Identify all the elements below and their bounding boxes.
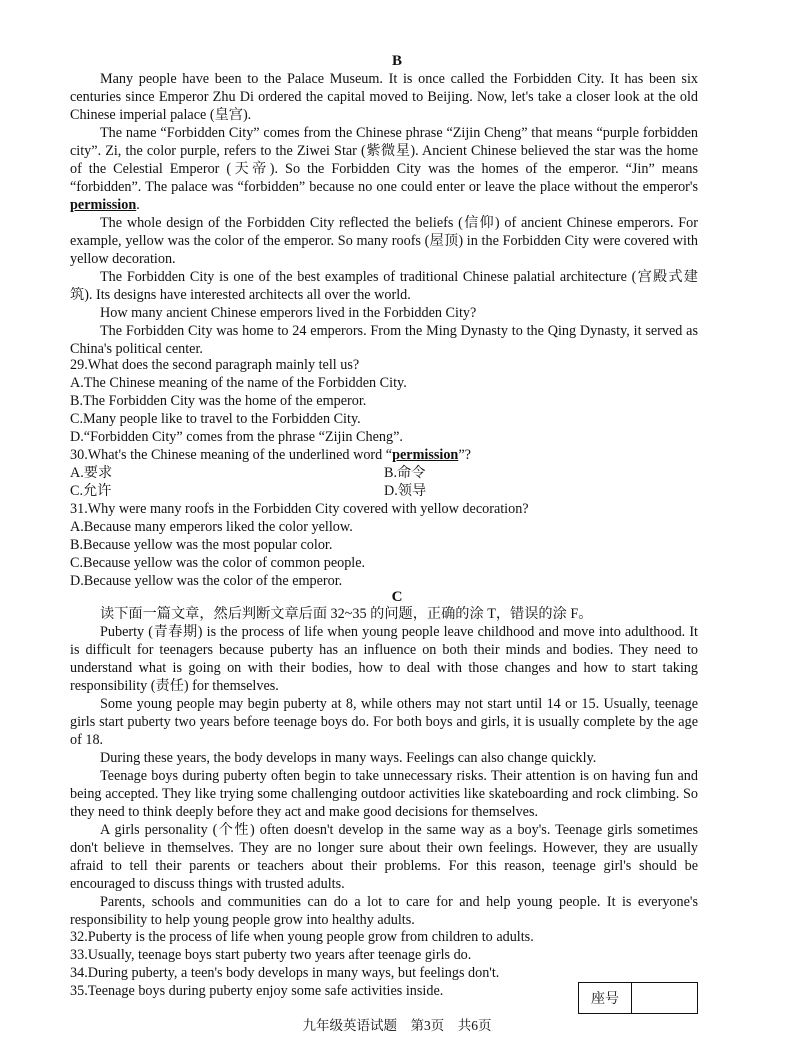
passage-c-paragraph-2: Some young people may begin puberty at 8, while others may not start until 14 or 15. Usually, teenage girls start puberty two years before teenage boys do. For both boys and girls, it is usually complete by the age of 18. bbox=[70, 696, 698, 748]
passage-c-paragraph-1: Puberty (青春期) is the process of life when young people leave childhood and move into adulthood. It is difficult for teenagers because puberty has an influence on both their minds and bodies. They need to understand what is going on with their bodies, how to deal with those changes and how to start taking responsibility (责任) for themselves. bbox=[70, 624, 698, 694]
passage-b-paragraph-1: Many people have been to the Palace Museum. It is once called the Forbidden City. It has been six centuries since Emperor Zhu Di ordered the capital moved to Beijing. Now, let's take a closer look at the old Chinese imperial palace (皇宫). bbox=[70, 71, 698, 123]
question-stem: 30.What's the Chinese meaning of the underlined word “permission”? bbox=[70, 447, 471, 463]
question-stem: 29.What does the second paragraph mainly tell us? bbox=[70, 357, 360, 373]
option-a: A.要求 bbox=[70, 465, 113, 481]
underlined-word-permission: permission bbox=[392, 447, 459, 463]
option-b: B.The Forbidden City was the home of the emperor. bbox=[70, 393, 367, 409]
option-c: C.允许 bbox=[70, 483, 112, 499]
section-c-heading: C bbox=[391, 589, 403, 605]
option-a: A.Because many emperors liked the color yellow. bbox=[70, 519, 353, 535]
statement-35: 35.Teenage boys during puberty enjoy some safe activities inside. bbox=[70, 983, 444, 999]
passage-c-paragraph-6: Parents, schools and communities can do a lot to care for and help young people. It is everyone's responsibility to help young people grow into healthy adults. bbox=[70, 894, 698, 928]
passage-b-paragraph-2: The name “Forbidden City” comes from the Chinese phrase “Zijin Cheng” that means “purple forbidden city”. Zi, the color purple, refers to the Ziwei Star (紫微星). Ancient Chinese believed the star was the home of the Celestial Emperor (天帝). So the Forbidden City was the homes of the emperor. “Jin” means “forbidden”. The palace was “forbidden” because no one could enter or leave the place without the emperor's permission. bbox=[70, 125, 698, 213]
option-d: D.Because yellow was the color of the emperor. bbox=[70, 573, 343, 589]
question-29 bbox=[70, 356, 698, 446]
page-footer: 九年级英语试题 第3页 共6页 bbox=[302, 1018, 492, 1033]
section-b-heading: B bbox=[391, 53, 402, 69]
option-d: D.“Forbidden City” comes from the phrase “Zijin Cheng”. bbox=[70, 429, 403, 445]
passage-c-paragraph-5: A girls personality (个性) often doesn't develop in the same way as a boy's. Teenage girls sometimes don't believe in themselves. They are no longer sure about their own feelings. However, they are usually afraid to tell their parents or teachers about their problems. For this reason, teenage girl's should be encouraged to discuss things with trusted adults. bbox=[70, 822, 698, 892]
passage-b-paragraph-5: How many ancient Chinese emperors lived in the Forbidden City? bbox=[100, 305, 477, 321]
statement-32: 32.Puberty is the process of life when young people grow from children to adults. bbox=[70, 929, 534, 945]
instruction: 读下面一篇文章，然后判断文章后面 32~35 的问题，正确的涂 T，错误的涂 F。 bbox=[100, 606, 593, 622]
question-30 bbox=[70, 446, 698, 500]
passage-b-paragraph-3: The whole design of the Forbidden City reflected the beliefs (信仰) of ancient Chinese emperors. For example, yellow was the color of the emperor. So many roofs (屋顶) in the Forbidden City were covered with yellow decoration. bbox=[70, 215, 698, 267]
option-b: B.Because yellow was the most popular color. bbox=[70, 537, 333, 553]
section-b-passage bbox=[70, 70, 698, 358]
question-31 bbox=[70, 500, 698, 590]
seat-number-field[interactable] bbox=[632, 983, 697, 1013]
section-c-passage bbox=[70, 605, 698, 929]
option-c: C.Many people like to travel to the Forbidden City. bbox=[70, 411, 361, 427]
option-a: A.The Chinese meaning of the name of the Forbidden City. bbox=[70, 375, 407, 391]
passage-b-paragraph-6: The Forbidden City was home to 24 emperors. From the Ming Dynasty to the Qing Dynasty, it served as China's political center. bbox=[70, 323, 698, 357]
option-c: C.Because yellow was the color of common people. bbox=[70, 555, 366, 571]
option-d: D.领导 bbox=[384, 483, 427, 499]
statement-33: 33.Usually, teenage boys start puberty two years after teenage girls do. bbox=[70, 947, 472, 963]
passage-c-paragraph-4: Teenage boys during puberty often begin to take unnecessary risks. Their attention is on having fun and being accepted. They like trying some challenging outdoor activities like skateboarding and rock climbing. So they need to think deeply before they act and make good decisions for themselves. bbox=[70, 768, 698, 820]
passage-c-paragraph-3: During these years, the body develops in many ways. Feelings can also change quickly. bbox=[100, 750, 597, 766]
seat-number-box bbox=[578, 982, 698, 1014]
underlined-word-permission: permission bbox=[70, 197, 137, 213]
statement-34: 34.During puberty, a teen's body develops in many ways, but feelings don't. bbox=[70, 965, 500, 981]
option-b: B.命令 bbox=[384, 465, 426, 481]
seat-number-label: 座号 bbox=[579, 983, 632, 1013]
question-stem: 31.Why were many roofs in the Forbidden City covered with yellow decoration? bbox=[70, 501, 529, 517]
passage-b-paragraph-4: The Forbidden City is one of the best examples of traditional Chinese palatial architecture (宫殿式建筑). Its designs have interested architects all over the world. bbox=[70, 269, 698, 303]
